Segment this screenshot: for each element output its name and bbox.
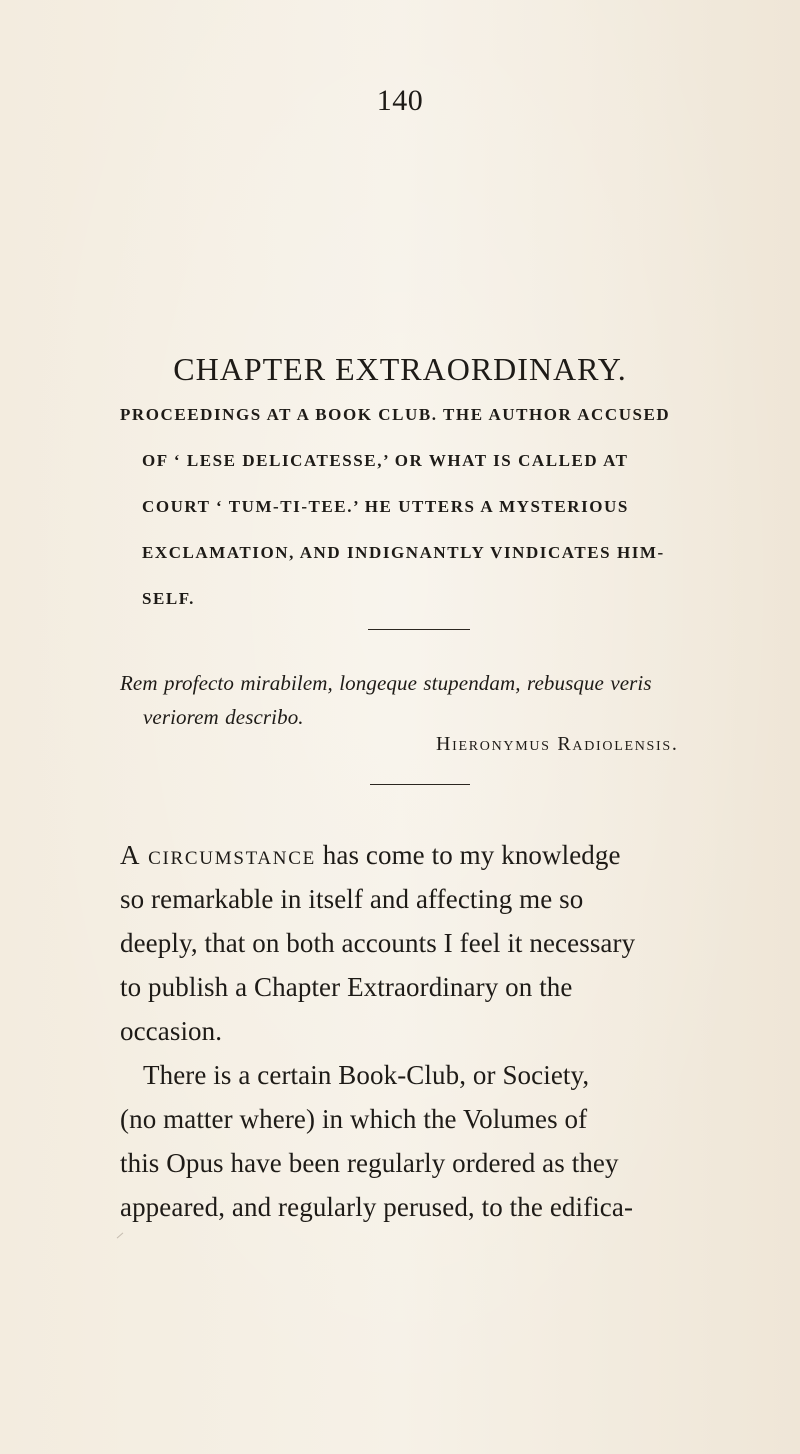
- epigraph-line-2: veriorem describo.: [143, 705, 304, 729]
- section-divider: [370, 784, 470, 785]
- opening-small-caps: A circumstance: [120, 840, 316, 870]
- body-line-4: to publish a Chapter Extraordinary on the: [120, 972, 573, 1002]
- chapter-summary: [120, 392, 720, 622]
- chapter-title: CHAPTER EXTRAORDINARY.: [173, 351, 627, 388]
- summary-line-1: PROCEEDINGS AT A BOOK CLUB. THE AUTHOR ACCUSED: [120, 405, 671, 424]
- latin-epigraph: [120, 666, 730, 734]
- body-line-1: [120, 833, 735, 877]
- epigraph-line-1: Rem profecto mirabilem, longeque stupendam, rebusque veris: [120, 671, 652, 695]
- body-line-3: deeply, that on both accounts I feel it necessary: [120, 928, 636, 958]
- body-line-2: so remarkable in itself and affecting me so: [120, 884, 584, 914]
- summary-line-2: OF ‘ LESE DELICATESSE,’ OR WHAT IS CALLED AT: [142, 451, 629, 470]
- body-line-7: (no matter where) in which the Volumes of: [120, 1104, 588, 1134]
- body-line-9: appeared, and regularly perused, to the edifica-: [120, 1192, 634, 1222]
- summary-line-4: EXCLAMATION, AND INDIGNANTLY VINDICATES HIM-: [142, 543, 665, 562]
- body-line-8: this Opus have been regularly ordered as they: [120, 1148, 619, 1178]
- body-line-5: occasion.: [120, 1016, 223, 1046]
- paper-mark: [117, 1232, 124, 1238]
- section-divider: [368, 629, 470, 630]
- epigraph-attribution: [436, 733, 736, 756]
- body-line-1-text: has come to my knowledge: [315, 840, 621, 870]
- body-line-6: There is a certain Book-Club, or Society,: [143, 1060, 590, 1090]
- attribution-text: Hieronymus Radiolensis.: [436, 733, 679, 755]
- summary-line-3: COURT ‘ TUM-TI-TEE.’ HE UTTERS A MYSTERIOUS: [142, 497, 629, 516]
- page-number: 140: [376, 84, 424, 117]
- chapter-body: [120, 833, 735, 1229]
- summary-line-5: SELF.: [142, 589, 195, 608]
